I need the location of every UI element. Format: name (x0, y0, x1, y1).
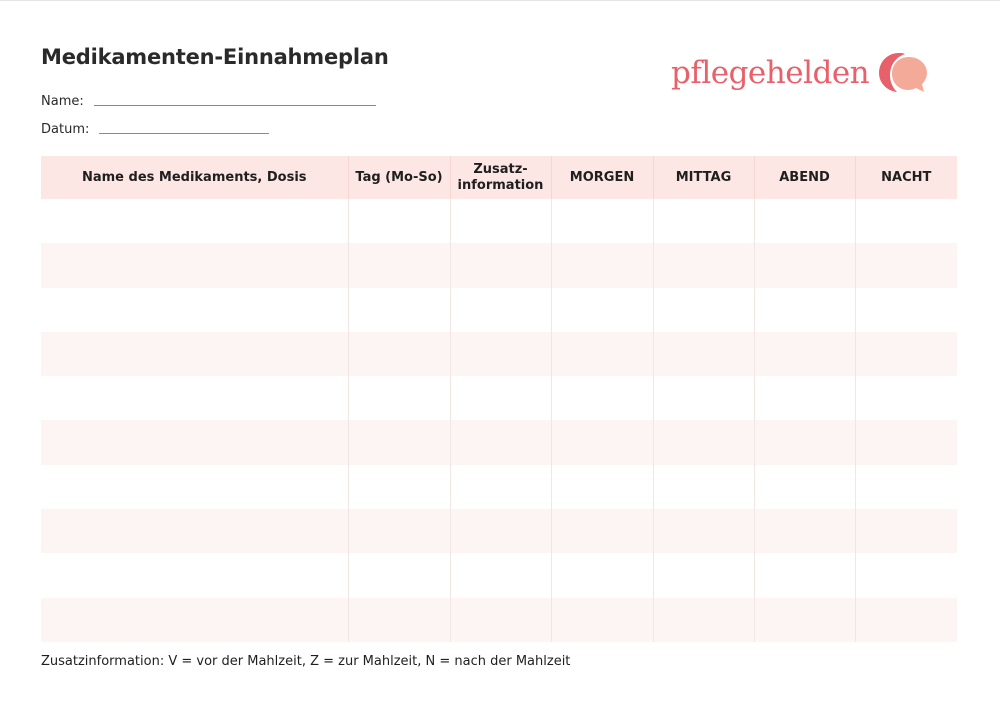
table-cell[interactable] (348, 288, 450, 332)
logo-text: pflegehelden (671, 54, 870, 91)
table-cell[interactable] (450, 243, 551, 287)
table-cell[interactable] (551, 199, 653, 243)
name-field (41, 94, 376, 109)
table-cell[interactable] (754, 243, 855, 287)
table-cell[interactable] (450, 332, 551, 376)
table-cell[interactable] (653, 332, 754, 376)
table-row (41, 288, 957, 332)
table-cell[interactable] (653, 288, 754, 332)
table-header-row (41, 156, 957, 199)
table-body (41, 199, 957, 642)
table-cell[interactable] (450, 598, 551, 642)
table-row (41, 509, 957, 553)
table-cell[interactable] (754, 509, 855, 553)
table-cell[interactable] (653, 243, 754, 287)
table-cell[interactable] (450, 509, 551, 553)
medication-table (41, 156, 957, 642)
table-row (41, 199, 957, 243)
footnote-legend: Zusatzinformation: V = vor der Mahlzeit, Z = zur Mahlzeit, N = nach der Mahlzeit (41, 654, 571, 669)
table-cell[interactable] (653, 465, 754, 509)
table-cell[interactable] (348, 376, 450, 420)
table-cell[interactable] (41, 243, 348, 287)
table-cell[interactable] (855, 199, 957, 243)
col-header-additional-info: Zusatz- information (450, 156, 551, 199)
table-cell[interactable] (855, 243, 957, 287)
table-cell[interactable] (450, 376, 551, 420)
table-cell[interactable] (551, 420, 653, 464)
table-cell[interactable] (551, 243, 653, 287)
date-field (41, 122, 269, 137)
table-cell[interactable] (653, 376, 754, 420)
col-header-medication: Name des Medikaments, Dosis (41, 156, 348, 199)
col-header-evening: ABEND (754, 156, 855, 199)
table-cell[interactable] (450, 199, 551, 243)
table-cell[interactable] (754, 332, 855, 376)
table-cell[interactable] (653, 553, 754, 597)
table-cell[interactable] (551, 332, 653, 376)
table-cell[interactable] (855, 553, 957, 597)
table-row (41, 465, 957, 509)
table-cell[interactable] (855, 376, 957, 420)
table-cell[interactable] (348, 243, 450, 287)
table-cell[interactable] (348, 332, 450, 376)
table-row (41, 376, 957, 420)
table-cell[interactable] (754, 376, 855, 420)
date-input-line[interactable] (99, 132, 269, 134)
table-cell[interactable] (41, 598, 348, 642)
table-cell[interactable] (855, 598, 957, 642)
table-cell[interactable] (855, 465, 957, 509)
table-cell[interactable] (754, 199, 855, 243)
table-cell[interactable] (551, 509, 653, 553)
table-row (41, 332, 957, 376)
table-cell[interactable] (754, 288, 855, 332)
table-cell[interactable] (348, 509, 450, 553)
table-cell[interactable] (855, 288, 957, 332)
table-cell[interactable] (41, 376, 348, 420)
table-cell[interactable] (41, 509, 348, 553)
speech-bubbles-icon (877, 51, 931, 95)
table-cell[interactable] (450, 553, 551, 597)
table-cell[interactable] (551, 598, 653, 642)
table-cell[interactable] (855, 509, 957, 553)
table-cell[interactable] (551, 376, 653, 420)
name-label: Name: (41, 94, 84, 109)
col-header-morning: MORGEN (551, 156, 653, 199)
table-cell[interactable] (348, 199, 450, 243)
name-input-line[interactable] (94, 104, 376, 106)
table-cell[interactable] (41, 199, 348, 243)
table-row (41, 553, 957, 597)
table-cell[interactable] (41, 332, 348, 376)
col-header-noon: MITTAG (653, 156, 754, 199)
table-row (41, 243, 957, 287)
table-cell[interactable] (855, 332, 957, 376)
table-cell[interactable] (348, 420, 450, 464)
table-cell[interactable] (450, 420, 551, 464)
table-cell[interactable] (41, 288, 348, 332)
table-cell[interactable] (855, 420, 957, 464)
table-cell[interactable] (41, 465, 348, 509)
table-cell[interactable] (653, 509, 754, 553)
table-cell[interactable] (348, 465, 450, 509)
table-cell[interactable] (450, 465, 551, 509)
table-cell[interactable] (653, 420, 754, 464)
brand-logo (671, 51, 931, 95)
table-row (41, 598, 957, 642)
table-cell[interactable] (348, 553, 450, 597)
col-header-night: NACHT (855, 156, 957, 199)
table-cell[interactable] (41, 553, 348, 597)
table-cell[interactable] (754, 553, 855, 597)
table-cell[interactable] (754, 420, 855, 464)
table-row (41, 420, 957, 464)
table-cell[interactable] (348, 598, 450, 642)
table-cell[interactable] (41, 420, 348, 464)
col-header-day: Tag (Mo-So) (348, 156, 450, 199)
table-cell[interactable] (551, 465, 653, 509)
table-cell[interactable] (653, 199, 754, 243)
table-cell[interactable] (754, 598, 855, 642)
table-cell[interactable] (450, 288, 551, 332)
table-cell[interactable] (754, 465, 855, 509)
table-cell[interactable] (551, 288, 653, 332)
table-cell[interactable] (551, 553, 653, 597)
table-cell[interactable] (653, 598, 754, 642)
date-label: Datum: (41, 122, 90, 137)
page-title: Medikamenten-Einnahmeplan (41, 45, 389, 69)
